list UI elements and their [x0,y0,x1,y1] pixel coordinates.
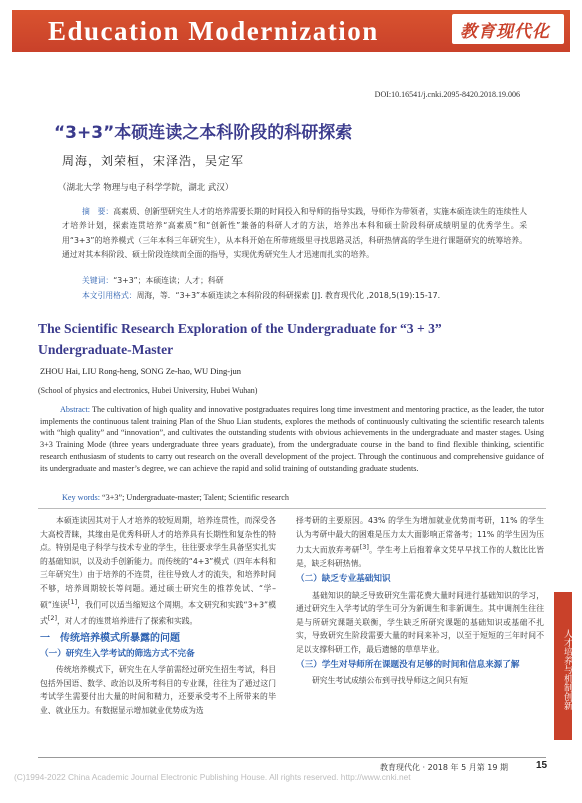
body-left-column [40,514,276,718]
section-1-3-text: 研究生考试成绩公布到寻找导师这之间只有短 [312,676,468,686]
intro-text-1: 本硕连读因其对于人才培养的较短周期，培养连贯性，而深受各大高校青睐，其缘由是优秀科研人才的培养具有长期性和复杂性的特点。特别是电子科学与技术专业的学生，往往要求学生具备坚实扎实的基础知识，以及动手创新能力。而传统的“4+3”模式（四年本科和三年研究生）由于培养的不连贯，往往导致人才的流失，和培养时间不够，培养周期较长等问题。通过硕士研究生的推荐免试、“学–硕”连读 [40,516,276,610]
keywords-cn-label: 关键词： [82,276,114,285]
citation-cn-label: 本文引用格式： [82,291,137,300]
doi: DOI:10.16541/j.cnki.2095-8420.2018.19.006 [374,90,520,99]
authors-en: ZHOU Hai, LIU Rong-heng, SONG Ze-hao, WU Ding-jun [40,366,241,376]
right-text-1: 择考研的主要原因。43% 的学生为增加就业优势而考研，11% 的学生认为考研中最大的困难是压力太大面影响正常备考；11% 的学生因为压力太大而放弃考研 [296,516,544,555]
section-1-1-text: 传统培养模式下，研究生在人学前需经过研究生招生考试，科目包括外国语、数学、政治以及所考科目的专业课，往往为了通过这门考试学生需要付出大量的时间和精力，还要承受考不上所带来的毕业、就业压力。有数据显示增加就业优势成为选 [40,665,276,715]
section-1-heading: 一 传统培养模式所暴露的问题 [40,632,180,644]
column-side-tab: 人才培养与机制创新 [554,592,572,740]
intro-text-3: ，对人才的连贯培养进行了探索和实践。 [57,616,198,626]
ref-1: [1] [67,597,78,606]
keywords-en-label: Key words: [62,493,100,502]
right-text-2: 。学生考上后抱着拿文凭早早找工作的人数比比皆是，缺乏科研热情。 [296,545,545,569]
abstract-en [40,404,544,474]
abstract-cn-label: 摘 要： [82,207,114,216]
keywords-cn [82,275,224,286]
abstract-en-label: Abstract: [60,405,91,414]
abstract-cn-text: 高素质、创新型研究生人才的培养需要长期的时间投入和导师的指导实践，导师作为带领者，实施本硕连读生的连续性人才培养计划，探索连贯培养“高素质”和“创新性”兼备的科研人才的方法，培养出本科和硕士阶段科研成绩明显的优秀学生。采用“3+3”的培养模式（三年本科三年研究生），从本科开始在所带班级里寻找思路灵活，科研热情高的学生进行课题研究的统筹培养。通过对其本科阶段、硕士阶段连续而全面的指导，实现优秀研究生人才迅速而扎实的培养。 [62,207,527,259]
abstract-en-text: The cultivation of high quality and innovative postgraduates requires long time investment and mentoring practice, as the leader, the tutor implements the continuous talent training Plan of the Shuo Lian students, explores the methods of continuously cultivating the scientific research talents with “high quality” and “innovation”, and cultivates the outstanding students with obvious achievements in the undergraduate and master stages. Using 3+3 Training Mode (three years undergraduate three years graduate), from the undergraduate course in the band to find flexible thinking, scientific research enthusiasm of students to carry out research on the overall development of the project. Through the continuous and comprehensive guidance of its undergraduate and master’s degree, we can achieve the rapid and solid training of outstanding graduate students. [40,405,544,473]
footer-divider [38,757,546,758]
article-title-en: The Scientific Research Exploration of the Undergraduate for “3 + 3” Undergraduate-Master [38,321,442,357]
citation-cn-text: 周海，等．“3+3”本硕连读之本科阶段的科研探索 [J]. 教育现代化 ,2018,5(19):15-17. [136,291,441,300]
authors-cn: 周海，刘荣桓，宋泽浩，吴定军 [62,154,245,168]
section-1-2-heading: （二）缺乏专业基础知识 [296,573,391,584]
citation-cn [82,290,440,301]
keywords-en-text: “3+3”; Undergraduate-master; Talent; Scientific research [102,493,289,502]
keywords-en [62,493,289,502]
section-1-3-heading: （三）学生对导师所在课题没有足够的时间和信息来源了解 [296,659,520,670]
abstract-cn [62,205,527,262]
banner-title: Education Modernization [48,16,379,46]
body-right-column [296,514,544,688]
affiliation-en: (School of physics and electronics, Hubei University, Hubei Wuhan) [38,386,258,395]
keywords-cn-text: “3+3”；本硕连读；人才；科研 [113,276,224,285]
ref-2: [2] [47,613,58,622]
section-1-2-text: 基础知识的缺乏导致研究生需花费大量时间进行基础知识的学习，通过研究生入学考试的学生可分为新调生和非新调生。其中调剂生往往是与所研究课题关联衡，学生缺乏所研究课题的基础知识或基础不扎实，导致研究生阶段需要大量的时间来补习，以至于短短的三年时间不足以支撑科研工作，最后遗憾的草草毕业。 [296,590,544,654]
page-number: 15 [536,760,548,771]
journal-logo: 教育现代化 [460,22,550,42]
section-1-1-heading: （一）研究生入学考试的筛选方式不完备 [40,648,195,659]
divider [38,508,546,509]
copyright-watermark: (C)1994-2022 China Academic Journal Electronic Publishing House. All rights reserved. http://www.cnki.net [14,772,411,782]
article-title-cn: “3+3”本硕连读之本科阶段的科研探索 [54,123,353,143]
intro-paragraph [40,514,276,628]
footer-journal-info: 教育现代化 · 2018 年 5 月第 19 期 [380,763,508,772]
ref-3: [3] [359,543,369,552]
right-paragraph-1 [296,514,544,571]
affiliation-cn: （湖北大学 物理与电子科学学院，湖北 武汉） [58,183,234,193]
intro-text-2: ，我们可以适当缩短这个周期。本文研究和实践“3+3”模式 [40,600,276,626]
